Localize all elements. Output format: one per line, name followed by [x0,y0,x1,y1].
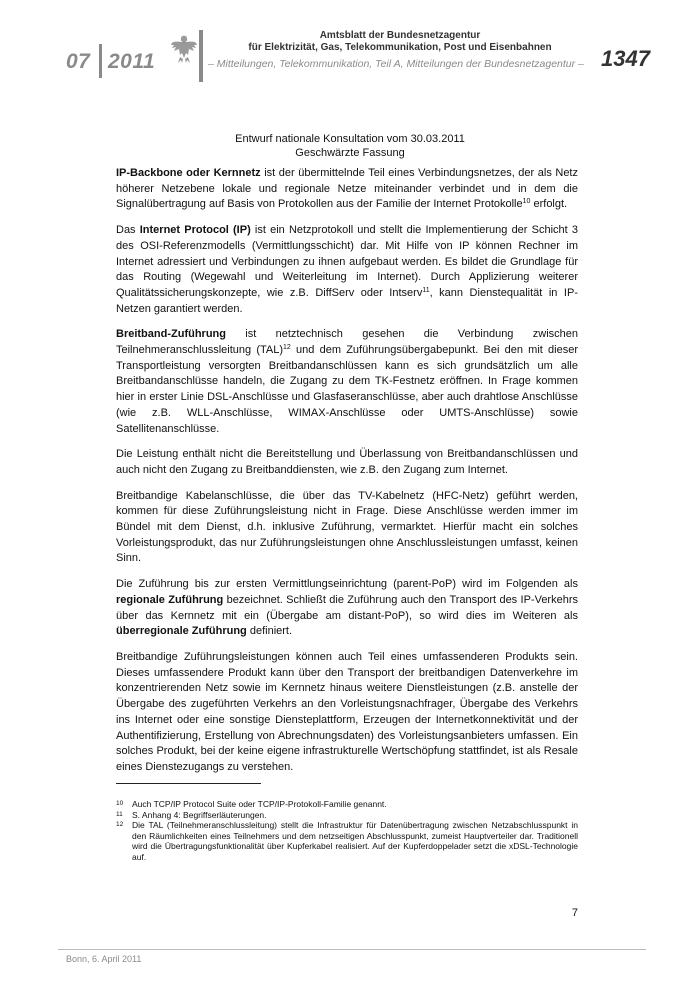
gazette-page-number: 1347 [601,46,650,71]
footnote-text: Auch TCP/IP Protocol Suite oder TCP/IP-Protokoll-Familie genannt. [132,799,387,809]
paragraph-ip-backbone [116,166,578,213]
gazette-title [200,30,600,54]
issue-number [66,50,90,74]
issue-number-text: 07 [66,50,91,73]
footnote-separator [116,783,261,784]
paragraph-text: ist der übermittelnde Teil eines Verbindungsnetzes, der als Netz höherer Netzebene lokale und regionale Netze miteinander verbindet und in dem die Signalübertragung auf Basis von Protokollen aus der Familie der Internet Protokolle [116,167,578,211]
footnote-ref: 12 [283,344,291,352]
header-divider [99,44,102,78]
paragraph-text: definiert. [246,625,293,638]
paragraph-text: , kann Dienstequalität in IP-Netzen garantiert werden. [116,286,578,315]
inner-page-number: 7 [571,907,578,919]
paragraph-text: bezeichnet. Schließt die Zuführung auch den Transport des IP-Verkehrs über das Kernnetz mit ein (Übergabe am distant-PoP), so wird dies im Weiteren als [116,593,578,622]
footnote-12 [116,820,578,862]
gazette-subtitle: – Mitteilungen, Telekommunikation, Teil A, Mitteilungen der Bundesnetzagentur – [208,58,584,70]
body-text [116,166,578,786]
paragraph-text: ist netztechnisch gesehen die Verbindung zwischen Teilnehmeranschlussleitung (TAL) [116,328,578,357]
paragraph-breitband-zufuehrung [116,327,578,437]
federal-eagle-icon [170,33,198,65]
footnotes [116,799,578,862]
paragraph-text: Das [116,224,140,237]
paragraph-text: ist ein Netzprotokoll und stellt die Implementierung der Schicht 3 des OSI-Referenzmodells (Vermittlungsschicht) dar. Mit Hilfe von IP können Rechner im Internet adressiert und Verbindungen zu ihnen aufgebaut werden. Es bildet die Grundlage für das Routing (Wegewahl und Weiterleitung im Internet). Durch Applizierung weiterer Qualitätssicherungskonzepte, wie z.B. DiffServ oder Intserv [116,224,578,299]
term-breitband-zufuehrung: Breitband-Zuführung [116,328,226,341]
footer-place-date: Bonn, 6. April 2011 [66,954,142,964]
paragraph-zufuehrung-definition [116,577,578,640]
paragraph-text: Die Zuführung bis zur ersten Vermittlungseinrichtung (parent-PoP) wird im Folgenden als [116,578,578,591]
term-regionale-zufuehrung: regionale Zuführung [116,593,224,606]
document-heading-line2: Geschwärzte Fassung [295,147,405,159]
footnote-11 [116,810,578,821]
footnote-number: 11 [116,810,123,818]
footnote-ref: 11 [422,286,430,294]
document-heading [0,132,700,160]
footnote-10 [116,799,578,810]
paragraph-internet-protocol [116,223,578,317]
term-internet-protocol: Internet Protocol (IP) [139,224,251,237]
gazette-title-line1: Amtsblatt der Bundesnetzagentur [319,30,481,41]
gazette-title-line2: für Elektrizität, Gas, Telekommunikation, Post und Eisenbahnen [248,42,552,53]
footer-divider [58,949,646,950]
footnote-number: 12 [116,821,124,828]
document-heading-line1: Entwurf nationale Konsultation vom 30.03.2011 [235,133,465,145]
paragraph-resale: Breitbandige Zuführungsleistungen können auch Teil eines umfassenderen Produkts sein. Dieses umfassendere Produkt kann über den Transport der breitbandigen Datenverkehre im konzentrierenden Netz sowie im Kernnetz hinaus weitere Dienstleistungen (z.B. anstelle der Übergabe des zugeführten Verkehrs an den Vorleistungsnachfrager, Übergabe des Verkehrs ins Internet oder eine sonstige Diensteplattform, Erzeugen der Internetkonnektivität und der Authentifizierung, Erstellung von Abrechnungsdaten) des Vorleistungsanbieters umfassen. Ein solches Produkt, bei der keine eigene infrastrukturelle Wertschöpfung stattfindet, ist als Resale eines Dienstezugangs zu verstehen. [116,650,578,773]
paragraph-leistung: Die Leistung enthält nicht die Bereitstellung und Überlassung von Breitbandanschlüssen und auch nicht den Zugang zu Breitbanddiensten, wie z.B. den Zugang zum Internet. [116,448,578,476]
footnote-text: Die TAL (Teilnehmeranschlussleitung) stellt die Infrastruktur für Datenübertragung zwischen Netzabschlusspunkt in den Räumlichkeiten eines Teilnehmers und dem netzseitigen Abschlusspunkt, zumeist Hauptverteiler dar. Traditionell wird die Übertragungsfunktionalität über Kupferkabel realisiert. Auf der Kupferdoppelader setzt die xDSL-Technologie auf. [132,820,578,862]
paragraph-text: und dem Zuführungsübergabepunkt. Bei den mit dieser Transportleistung versorgten Breitbandanschlüssen kann es sich grundsätzlich um alle Breitbandanschlüsse handeln, die Zugang zu dem TK-Festnetz eröffnen. In Frage kommen hier in erster Linie DSL-Anschlüsse und Glasfaseranschlüsse, aber auch drahtlose Anschlüsse (wie z.B. WLL-Anschlüsse, WIMAX-Anschlüsse oder UMTS-Anschlüsse) sowie Satellitenanschlüsse. [116,344,578,435]
footnote-text: S. Anhang 4: Begriffserläuterungen. [132,809,267,820]
issue-year [108,50,155,74]
footnote-ref: 10 [522,198,531,206]
term-ip-backbone: IP-Backbone oder Kernnetz [116,167,261,179]
issue-year-text: 2011 [108,50,156,73]
term-ueberregionale-zufuehrung: überregionale Zuführung [116,625,247,638]
footnote-number: 10 [116,800,124,807]
paragraph-kabelanschluesse: Breitbandige Kabelanschlüsse, die über das TV-Kabelnetz (HFC-Netz) geführt werden, kommen für diese Zuführungsleistung nicht in Frage. Diese Anschlüsse werden immer im Bündel mit dem Dienst, d.h. inklusive Zuführung, vermarktet. Hierfür macht ein solches Vorleistungsprodukt, das nur Zuführungsleistungen ohne Anschlussleistungen umfasst, keinen Sinn. [116,489,578,565]
paragraph-text: erfolgt. [530,198,568,211]
